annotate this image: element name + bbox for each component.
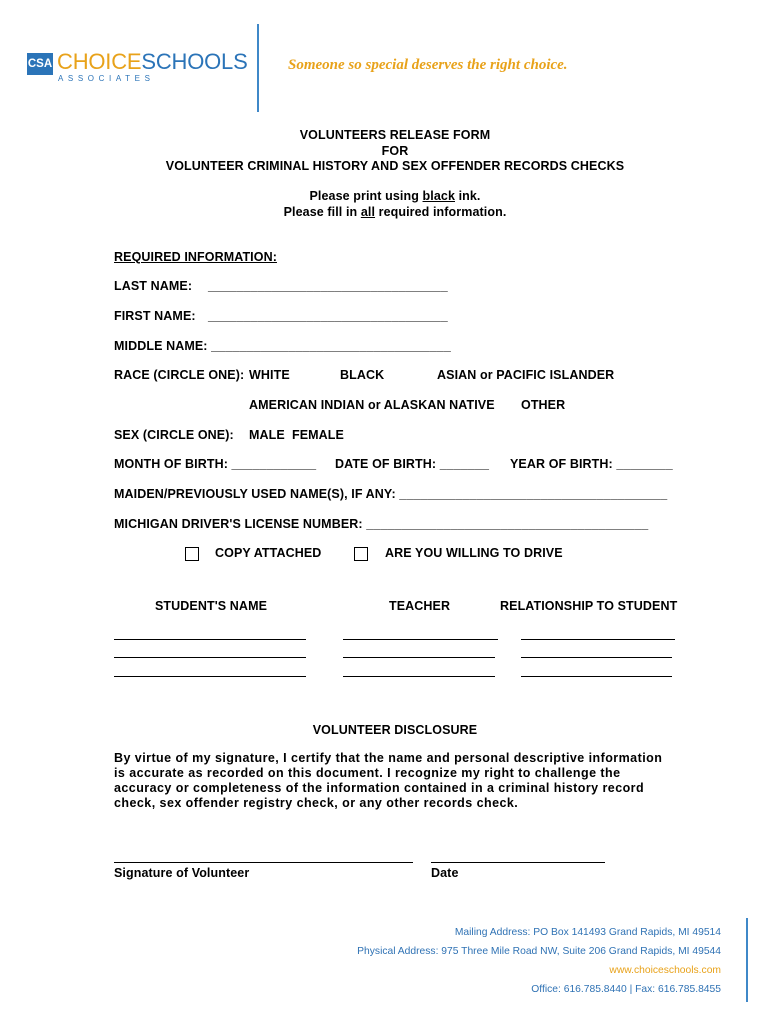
first-name-label: FIRST NAME: [114, 309, 196, 323]
willing-to-drive-checkbox[interactable] [354, 547, 368, 561]
date-of-birth-field[interactable]: DATE OF BIRTH: _______ [335, 457, 490, 471]
race-option-asian[interactable]: ASIAN or PACIFIC ISLANDER [437, 368, 615, 382]
title-line-3: VOLUNTEER CRIMINAL HISTORY AND SEX OFFENDER RECORDS CHECKS [165, 159, 625, 173]
header-divider [257, 24, 259, 112]
relationship-line-2[interactable] [521, 657, 672, 658]
sex-options[interactable]: MALE FEMALE [249, 428, 344, 442]
first-name-field[interactable]: __________________________________ [208, 309, 448, 323]
footer-divider [746, 918, 748, 1002]
race-option-white[interactable]: WHITE [249, 368, 290, 382]
race-option-black[interactable]: BLACK [340, 368, 385, 382]
fill-word: all [360, 205, 376, 219]
middle-name-field[interactable]: MIDDLE NAME: __________________________________ [114, 339, 451, 353]
willing-to-drive-label: ARE YOU WILLING TO DRIVE [385, 546, 563, 560]
title-line-2: FOR [381, 144, 409, 158]
ink-prefix: Please print using [309, 189, 423, 203]
ink-suffix: ink. [455, 189, 481, 203]
date-line[interactable] [431, 862, 605, 863]
relationship-line-1[interactable] [521, 639, 675, 640]
license-number-field[interactable]: MICHIGAN DRIVER'S LICENSE NUMBER: ________________________________________ [114, 517, 649, 531]
student-name-line-3[interactable] [114, 676, 306, 677]
physical-address: Physical Address: 975 Three Mile Road NW, Suite 206 Grand Rapids, MI 49544 [357, 946, 721, 957]
mailing-address: Mailing Address: PO Box 141493 Grand Rapids, MI 49514 [454, 927, 721, 938]
relationship-line-3[interactable] [521, 676, 672, 677]
website-link[interactable]: www.choiceschools.com [609, 965, 721, 976]
sex-label: SEX (CIRCLE ONE): [114, 428, 234, 442]
logo-schools-text: SCHOOLS [141, 49, 248, 74]
instruction-fill [0, 205, 770, 219]
teacher-header: TEACHER [389, 599, 451, 613]
copy-attached-checkbox[interactable] [185, 547, 199, 561]
month-of-birth-field[interactable]: MONTH OF BIRTH: ____________ [114, 457, 317, 471]
logo-associates-text: ASSOCIATES [58, 74, 155, 83]
required-info-heading: REQUIRED INFORMATION: [114, 250, 277, 264]
maiden-names-field[interactable]: MAIDEN/PREVIOUSLY USED NAME(S), IF ANY: ______________________________________ [114, 487, 668, 501]
fill-suffix: required information. [375, 205, 507, 219]
disclosure-text: By virtue of my signature, I certify that the name and personal descriptive information is accurate as recorded on this document. I recognize my right to challenge the accuracy or completeness of the information contained in a criminal history record check, sex offender registry check, or any other records check. [114, 751, 663, 810]
race-label: RACE (CIRCLE ONE): [114, 368, 245, 382]
disclosure-heading: VOLUNTEER DISCLOSURE [312, 723, 478, 737]
title-line-1: VOLUNTEERS RELEASE FORM [299, 128, 491, 142]
tagline: Someone so special deserves the right choice. [288, 57, 568, 73]
last-name-field[interactable]: __________________________________ [208, 279, 448, 293]
signature-line[interactable] [114, 862, 413, 863]
student-name-header: STUDENT'S NAME [155, 599, 268, 613]
fill-prefix: Please fill in [283, 205, 361, 219]
teacher-line-3[interactable] [343, 676, 495, 677]
date-label: Date [431, 866, 459, 880]
race-option-american-indian[interactable]: AMERICAN INDIAN or ALASKAN NATIVE [249, 398, 495, 412]
relationship-header: RELATIONSHIP TO STUDENT [500, 599, 678, 613]
student-name-line-2[interactable] [114, 657, 306, 658]
signature-label: Signature of Volunteer [114, 866, 250, 880]
logo-wordmark [57, 49, 248, 75]
copy-attached-label: COPY ATTACHED [215, 546, 322, 560]
last-name-label: LAST NAME: [114, 279, 193, 293]
teacher-line-2[interactable] [343, 657, 495, 658]
logo-choice-text: CHOICE [57, 49, 142, 74]
ink-word: black [422, 189, 455, 203]
teacher-line-1[interactable] [343, 639, 498, 640]
race-option-other[interactable]: OTHER [521, 398, 566, 412]
phone-fax: Office: 616.785.8440 | Fax: 616.785.8455 [531, 984, 721, 995]
student-name-line-1[interactable] [114, 639, 306, 640]
year-of-birth-field[interactable]: YEAR OF BIRTH: ________ [510, 457, 673, 471]
logo-badge: CSA [27, 53, 53, 75]
instruction-ink [0, 189, 770, 203]
